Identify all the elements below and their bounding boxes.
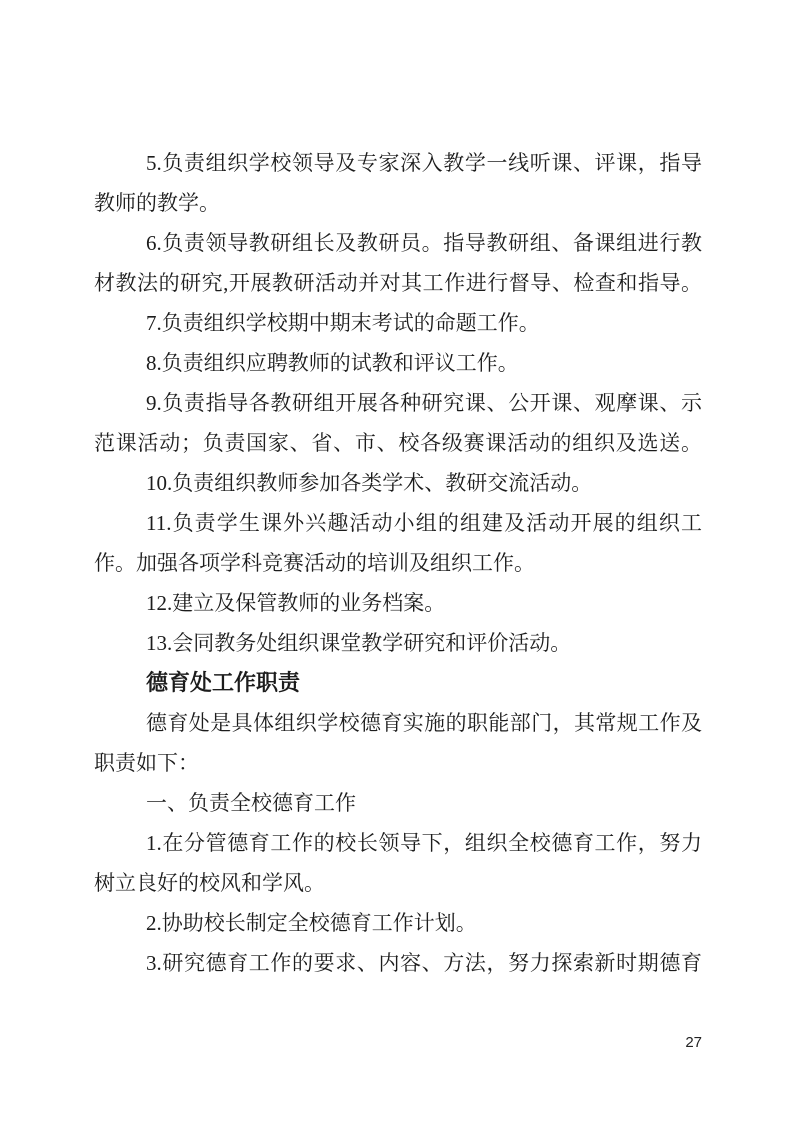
page-footer (94, 1033, 702, 1053)
text-line: 2.协助校长制定全校德育工作计划。 (146, 911, 477, 935)
text-line: 树立良好的校风和学风。 (94, 871, 325, 895)
paragraph (94, 903, 702, 943)
paragraph (94, 503, 702, 583)
paragraph (94, 303, 702, 343)
text-line: 职责如下： (94, 751, 199, 775)
text-line: 德育处是具体组织学校德育实施的职能部门，其常规工作及 (146, 711, 702, 735)
text-line: 材教法的研究,开展教研活动并对其工作进行督导、检查和指导。 (94, 271, 702, 295)
text-line: 作。加强各项学科竞赛活动的培训及组织工作。 (94, 551, 535, 575)
text-line: 6.负责领导教研组长及教研员。指导教研组、备课组进行教 (146, 231, 702, 255)
text-line: 7.负责组织学校期中期末考试的命题工作。 (146, 311, 540, 335)
section-heading-text: 德育处工作职责 (146, 670, 301, 695)
paragraph (94, 463, 702, 503)
text-line: 教师的教学。 (94, 191, 220, 215)
paragraph (94, 823, 702, 903)
paragraph (94, 143, 702, 223)
text-line: 5.负责组织学校领导及专家深入教学一线听课、评课，指导 (146, 151, 702, 175)
text-line: 13.会同教务处组织课堂教学研究和评价活动。 (146, 631, 572, 655)
paragraph (94, 703, 702, 783)
page-number: 27 (685, 1034, 702, 1051)
text-line: 1.在分管德育工作的校长领导下，组织全校德育工作，努力 (146, 831, 702, 855)
text-line: 9.负责指导各教研组开展各种研究课、公开课、观摩课、示 (146, 391, 702, 415)
paragraph (94, 623, 702, 663)
section-heading (94, 663, 702, 703)
text-line: 3.研究德育工作的要求、内容、方法，努力探索新时期德育 (146, 951, 702, 975)
paragraph (94, 343, 702, 383)
text-line: 范课活动；负责国家、省、市、校各级赛课活动的组织及选送。 (94, 431, 702, 455)
paragraph (94, 223, 702, 303)
text-line: 10.负责组织教师参加各类学术、教研交流活动。 (146, 471, 593, 495)
paragraph (94, 783, 702, 823)
paragraph (94, 383, 702, 463)
document-content (94, 143, 702, 983)
paragraph (94, 943, 702, 983)
text-line: 一、负责全校德育工作 (146, 791, 356, 815)
text-line: 11.负责学生课外兴趣活动小组的组建及活动开展的组织工 (146, 511, 702, 535)
text-line: 8.负责组织应聘教师的试教和评议工作。 (146, 351, 519, 375)
text-line: 12.建立及保管教师的业务档案。 (146, 591, 446, 615)
paragraph (94, 583, 702, 623)
